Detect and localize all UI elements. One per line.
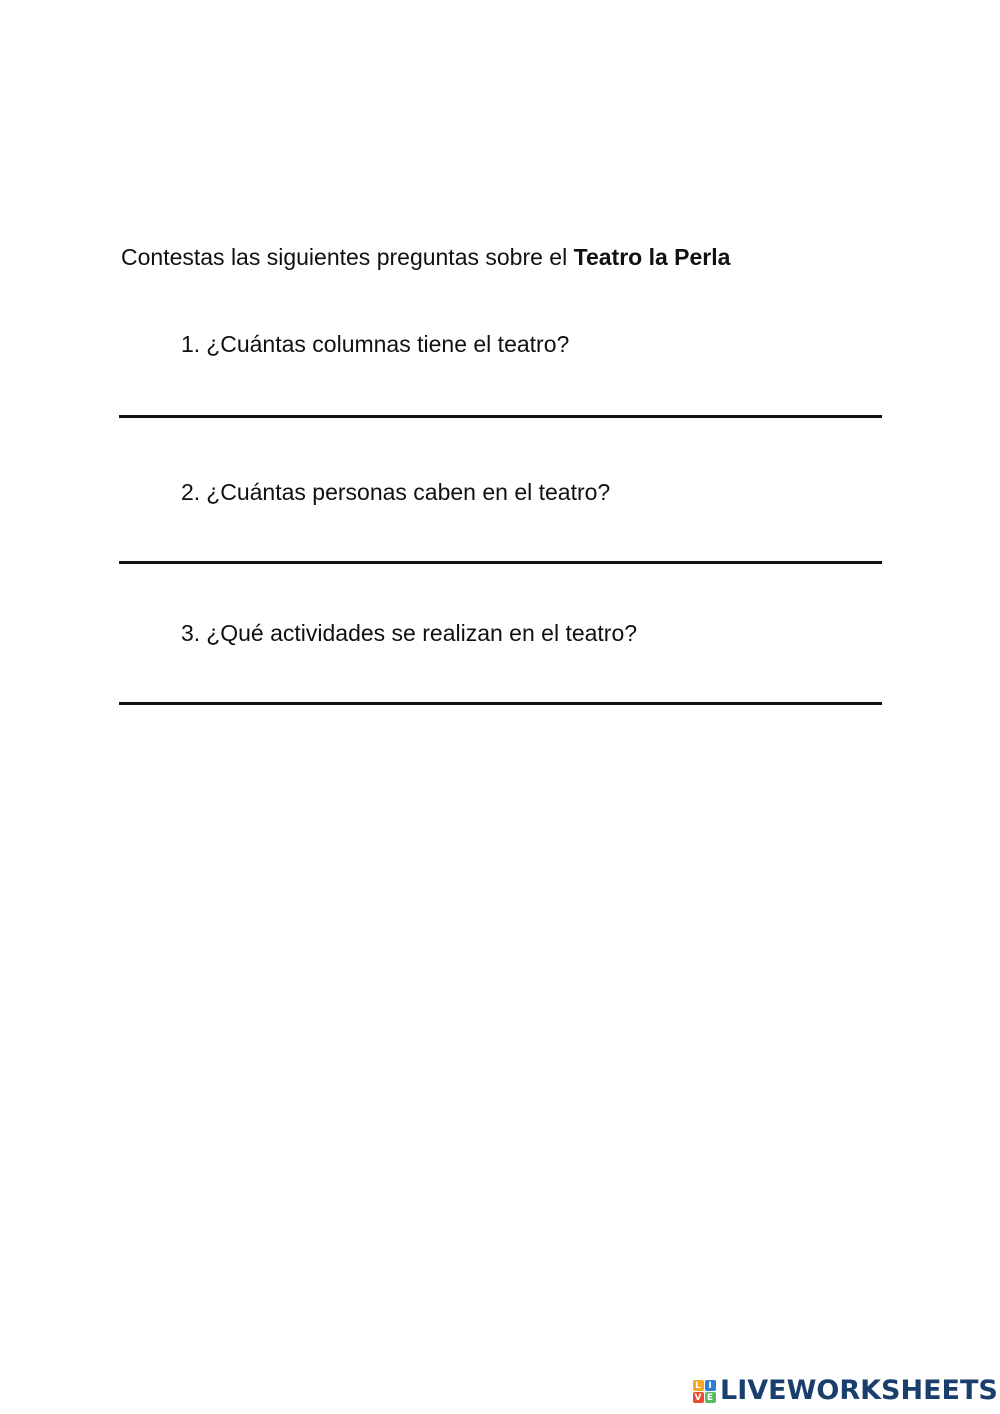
question-text: ¿Cuántas columnas tiene el teatro?	[206, 331, 570, 357]
liveworksheets-logo-icon	[692, 1379, 716, 1403]
answer-line-1[interactable]	[119, 415, 882, 418]
liveworksheets-logo	[692, 1374, 998, 1408]
question-text: ¿Cuántas personas caben en el teatro?	[206, 479, 611, 505]
question-text: ¿Qué actividades se realizan en el teatro?	[206, 620, 638, 646]
question-2	[181, 477, 610, 507]
instructions	[121, 242, 730, 272]
instructions-title: Teatro la Perla	[573, 244, 731, 270]
question-number: 1.	[181, 331, 201, 357]
question-3	[181, 618, 637, 648]
instructions-text: Contestas las siguientes preguntas sobre el	[121, 244, 574, 270]
answer-line-3[interactable]	[119, 702, 882, 705]
answer-line-2[interactable]	[119, 561, 882, 564]
logo-mark-letter: E	[705, 1392, 716, 1403]
question-1	[181, 329, 569, 359]
question-number: 2.	[181, 479, 201, 505]
logo-text: LIVEWORKSHEETS	[720, 1375, 998, 1406]
question-number: 3.	[181, 620, 201, 646]
logo-mark-letter: V	[693, 1392, 704, 1403]
logo-mark-letter: L	[693, 1380, 704, 1391]
logo-mark-letter: I	[705, 1380, 716, 1391]
